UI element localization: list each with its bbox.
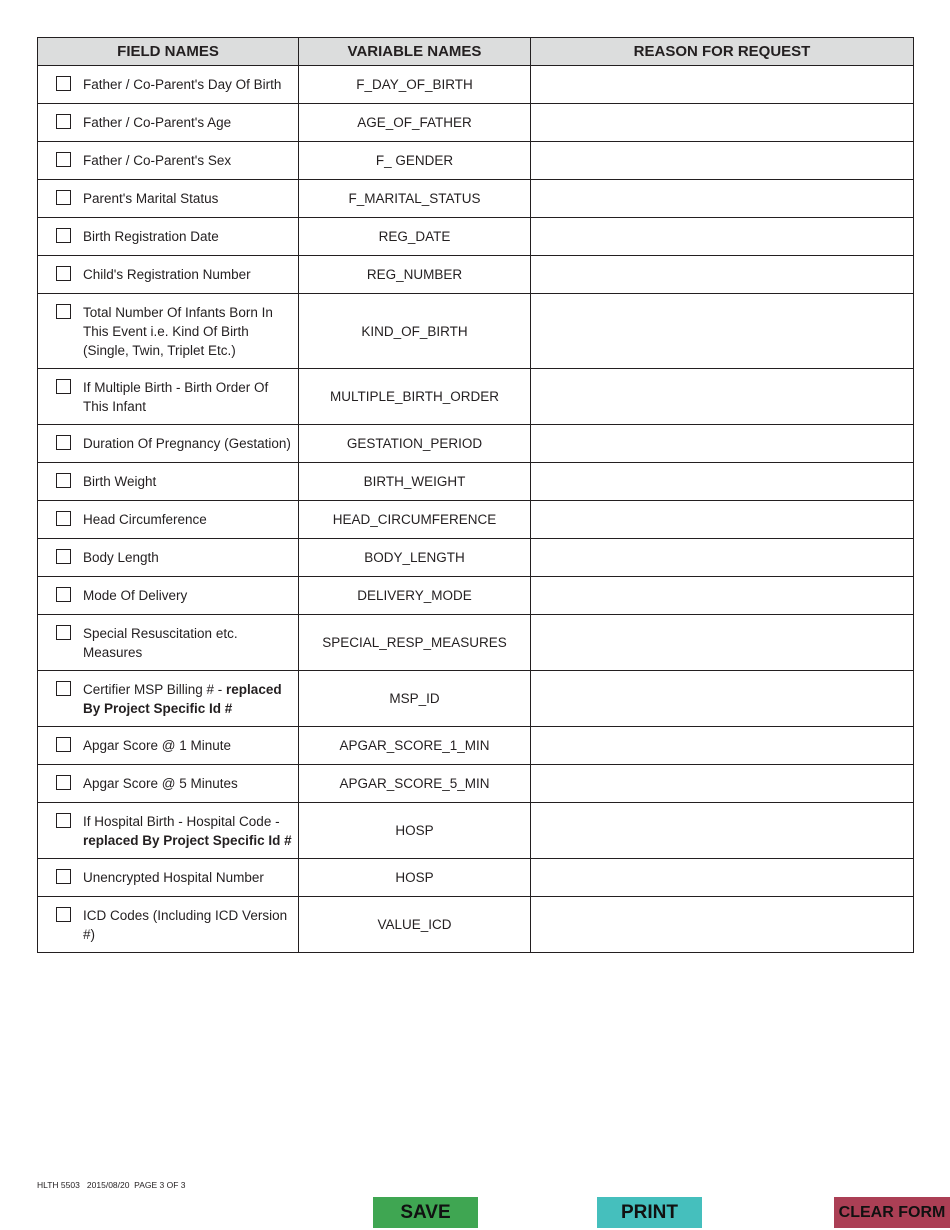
- field-checkbox[interactable]: [56, 681, 71, 696]
- field-name-text: Unencrypted Hospital Number: [83, 870, 264, 885]
- field-checkbox[interactable]: [56, 228, 71, 243]
- variable-name-cell: BODY_LENGTH: [299, 539, 531, 577]
- field-name-bold-note: replaced By Project Specific Id #: [83, 682, 282, 716]
- table-row: [38, 501, 914, 539]
- field-name-text: If Hospital Birth - Hospital Code -: [83, 814, 280, 829]
- field-name-cell: [38, 859, 299, 897]
- field-checkbox[interactable]: [56, 869, 71, 884]
- field-name-label: [83, 303, 294, 360]
- table-row: [38, 218, 914, 256]
- save-button[interactable]: SAVE: [373, 1197, 478, 1228]
- table-row: [38, 671, 914, 727]
- field-name-label: [83, 75, 294, 94]
- field-checkbox[interactable]: [56, 737, 71, 752]
- field-checkbox[interactable]: [56, 813, 71, 828]
- field-name-label: [83, 548, 294, 567]
- reason-cell: [531, 803, 914, 859]
- reason-cell: [531, 104, 914, 142]
- field-name-cell: [38, 104, 299, 142]
- reason-cell: [531, 218, 914, 256]
- field-name-cell: [38, 501, 299, 539]
- field-name-cell: [38, 615, 299, 671]
- variable-name-cell: F_MARITAL_STATUS: [299, 180, 531, 218]
- field-checkbox[interactable]: [56, 266, 71, 281]
- field-name-text: If Multiple Birth - Birth Order Of This Infant: [83, 380, 269, 414]
- field-name-label: [83, 227, 294, 246]
- variable-name-cell: HOSP: [299, 859, 531, 897]
- variable-name-cell: MSP_ID: [299, 671, 531, 727]
- table-row: [38, 897, 914, 953]
- reason-input[interactable]: [531, 577, 913, 614]
- field-name-text: Father / Co-Parent's Day Of Birth: [83, 77, 282, 92]
- variable-name-cell: REG_NUMBER: [299, 256, 531, 294]
- field-name-label: [83, 774, 294, 793]
- reason-input[interactable]: [531, 218, 913, 255]
- field-name-text: Birth Registration Date: [83, 229, 219, 244]
- field-name-label: [83, 624, 294, 662]
- field-name-text: Parent's Marital Status: [83, 191, 219, 206]
- field-name-cell: [38, 142, 299, 180]
- field-name-cell: [38, 897, 299, 953]
- reason-cell: [531, 142, 914, 180]
- variable-name-cell: APGAR_SCORE_1_MIN: [299, 727, 531, 765]
- table-header-row: [38, 38, 914, 66]
- field-name-cell: [38, 727, 299, 765]
- field-name-cell: [38, 66, 299, 104]
- field-name-cell: [38, 218, 299, 256]
- table-row: [38, 615, 914, 671]
- reason-cell: [531, 501, 914, 539]
- reason-cell: [531, 727, 914, 765]
- field-name-cell: [38, 463, 299, 501]
- reason-input[interactable]: [531, 463, 913, 500]
- field-name-text: Father / Co-Parent's Sex: [83, 153, 232, 168]
- field-name-text: Special Resuscitation etc. Measures: [83, 626, 238, 660]
- field-checkbox[interactable]: [56, 549, 71, 564]
- field-name-cell: [38, 765, 299, 803]
- field-name-bold-note: replaced By Project Specific Id #: [83, 833, 292, 848]
- field-name-label: [83, 113, 294, 132]
- field-name-label: [83, 586, 294, 605]
- reason-cell: [531, 615, 914, 671]
- field-checkbox[interactable]: [56, 775, 71, 790]
- reason-input[interactable]: [531, 501, 913, 538]
- table-row: [38, 369, 914, 425]
- field-name-text: Birth Weight: [83, 474, 157, 489]
- reason-cell: [531, 765, 914, 803]
- field-name-label: [83, 265, 294, 284]
- field-name-cell: [38, 539, 299, 577]
- field-checkbox[interactable]: [56, 190, 71, 205]
- field-name-label: [83, 680, 294, 718]
- reason-cell: [531, 66, 914, 104]
- field-name-text: Certifier MSP Billing # -: [83, 682, 227, 697]
- variable-name-cell: MULTIPLE_BIRTH_ORDER: [299, 369, 531, 425]
- reason-input[interactable]: [531, 104, 913, 141]
- reason-input[interactable]: [531, 370, 913, 424]
- form-identifier: HLTH 5503 2015/08/20 PAGE 3 OF 3: [37, 1180, 186, 1190]
- reason-cell: [531, 897, 914, 953]
- field-name-cell: [38, 425, 299, 463]
- field-checkbox[interactable]: [56, 76, 71, 91]
- table-row: [38, 294, 914, 369]
- reason-cell: [531, 671, 914, 727]
- field-checkbox[interactable]: [56, 907, 71, 922]
- field-name-cell: [38, 671, 299, 727]
- field-name-cell: [38, 294, 299, 369]
- field-name-cell: [38, 803, 299, 859]
- variable-name-cell: GESTATION_PERIOD: [299, 425, 531, 463]
- field-checkbox[interactable]: [56, 511, 71, 526]
- field-name-text: Child's Registration Number: [83, 267, 251, 282]
- reason-input[interactable]: [531, 859, 913, 896]
- reason-input[interactable]: [531, 295, 913, 368]
- field-checkbox[interactable]: [56, 152, 71, 167]
- variable-name-cell: HEAD_CIRCUMFERENCE: [299, 501, 531, 539]
- field-checkbox[interactable]: [56, 473, 71, 488]
- field-name-text: Father / Co-Parent's Age: [83, 115, 232, 130]
- field-name-cell: [38, 256, 299, 294]
- field-name-cell: [38, 180, 299, 218]
- reason-input[interactable]: [531, 66, 913, 103]
- field-checkbox[interactable]: [56, 379, 71, 394]
- reason-input[interactable]: [531, 727, 913, 764]
- table-row: [38, 577, 914, 615]
- variable-name-cell: HOSP: [299, 803, 531, 859]
- variable-name-cell: SPECIAL_RESP_MEASURES: [299, 615, 531, 671]
- table-row: [38, 803, 914, 859]
- variable-name-cell: VALUE_ICD: [299, 897, 531, 953]
- reason-cell: [531, 180, 914, 218]
- table-row: [38, 180, 914, 218]
- header-field-names: FIELD NAMES: [38, 38, 299, 66]
- field-name-text: ICD Codes (Including ICD Version #): [83, 908, 288, 942]
- reason-input[interactable]: [531, 425, 913, 462]
- header-variable-names: VARIABLE NAMES: [299, 38, 531, 66]
- field-name-text: Mode Of Delivery: [83, 588, 188, 603]
- table-row: [38, 765, 914, 803]
- field-name-label: [83, 868, 294, 887]
- reason-input[interactable]: [531, 142, 913, 179]
- field-name-label: [83, 378, 294, 416]
- table-row: [38, 256, 914, 294]
- reason-cell: [531, 256, 914, 294]
- field-name-label: [83, 736, 294, 755]
- reason-input[interactable]: [531, 180, 913, 217]
- variable-name-cell: AGE_OF_FATHER: [299, 104, 531, 142]
- reason-input[interactable]: [531, 765, 913, 802]
- table-row: [38, 727, 914, 765]
- field-name-label: [83, 189, 294, 208]
- reason-cell: [531, 369, 914, 425]
- field-checkbox[interactable]: [56, 114, 71, 129]
- reason-cell: [531, 294, 914, 369]
- field-name-text: Apgar Score @ 5 Minutes: [83, 776, 238, 791]
- table-row: [38, 142, 914, 180]
- reason-input[interactable]: [531, 804, 913, 858]
- variable-name-cell: KIND_OF_BIRTH: [299, 294, 531, 369]
- reason-input[interactable]: [531, 898, 913, 952]
- field-name-label: [83, 434, 294, 453]
- request-fields-table: [37, 37, 914, 953]
- field-name-label: [83, 472, 294, 491]
- table-row: [38, 425, 914, 463]
- field-name-text: Apgar Score @ 1 Minute: [83, 738, 232, 753]
- reason-cell: [531, 859, 914, 897]
- field-name-text: Total Number Of Infants Born In This Event i.e. Kind Of Birth (Single, Twin, Triplet Etc.): [83, 305, 273, 358]
- reason-cell: [531, 539, 914, 577]
- table-row: [38, 463, 914, 501]
- variable-name-cell: DELIVERY_MODE: [299, 577, 531, 615]
- field-name-cell: [38, 369, 299, 425]
- reason-input[interactable]: [531, 672, 913, 726]
- variable-name-cell: F_ GENDER: [299, 142, 531, 180]
- clear-form-button[interactable]: CLEAR FORM: [834, 1197, 950, 1228]
- variable-name-cell: REG_DATE: [299, 218, 531, 256]
- print-button[interactable]: PRINT: [597, 1197, 702, 1228]
- field-name-label: [83, 906, 294, 944]
- table-row: [38, 859, 914, 897]
- field-name-text: Body Length: [83, 550, 159, 565]
- table-row: [38, 66, 914, 104]
- field-name-label: [83, 510, 294, 529]
- field-name-label: [83, 812, 294, 850]
- table-row: [38, 539, 914, 577]
- reason-cell: [531, 425, 914, 463]
- field-name-text: Head Circumference: [83, 512, 207, 527]
- reason-input[interactable]: [531, 616, 913, 670]
- variable-name-cell: BIRTH_WEIGHT: [299, 463, 531, 501]
- reason-cell: [531, 577, 914, 615]
- field-name-label: [83, 151, 294, 170]
- field-name-cell: [38, 577, 299, 615]
- table-row: [38, 104, 914, 142]
- header-reason-for-request: REASON FOR REQUEST: [531, 38, 914, 66]
- field-checkbox[interactable]: [56, 587, 71, 602]
- field-name-text: Duration Of Pregnancy (Gestation): [83, 436, 291, 451]
- field-checkbox[interactable]: [56, 625, 71, 640]
- reason-cell: [531, 463, 914, 501]
- variable-name-cell: F_DAY_OF_BIRTH: [299, 66, 531, 104]
- reason-input[interactable]: [531, 256, 913, 293]
- field-checkbox[interactable]: [56, 304, 71, 319]
- variable-name-cell: APGAR_SCORE_5_MIN: [299, 765, 531, 803]
- field-checkbox[interactable]: [56, 435, 71, 450]
- reason-input[interactable]: [531, 539, 913, 576]
